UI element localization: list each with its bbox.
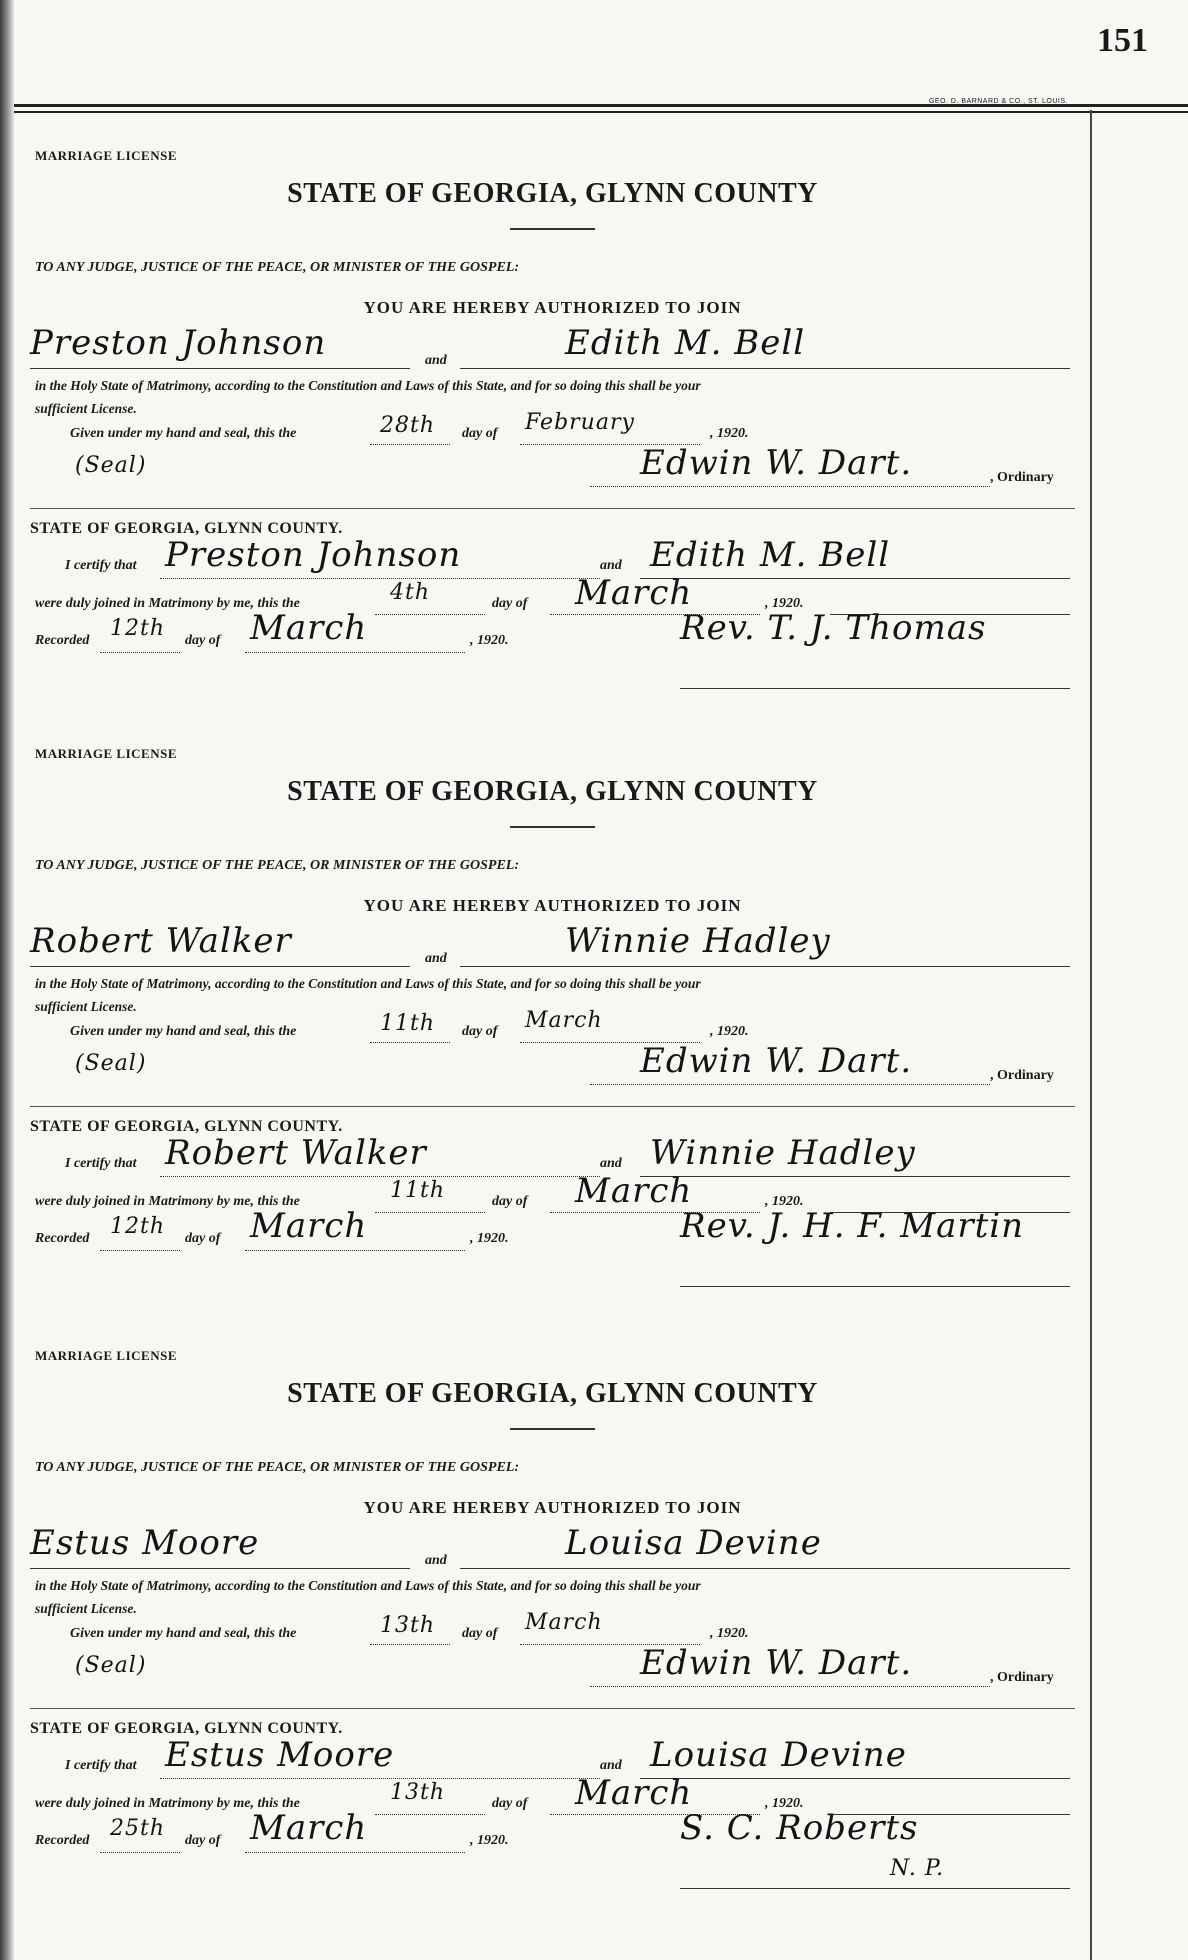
given-day: 11th [380, 1011, 436, 1036]
officiant-line [680, 1286, 1070, 1287]
matrimony-line: in the Holy State of Matrimony, according to the Constitution and Laws of this State, and for so doing this shall be your [35, 378, 701, 393]
joined-month: March [575, 1773, 693, 1813]
recorded-label: Recorded [35, 1231, 90, 1246]
address-line: TO ANY JUDGE, JUSTICE OF THE PEACE, OR MINISTER OF THE GOSPEL: [35, 858, 519, 873]
and-word: and [600, 1156, 622, 1171]
recorded-year: , 1920. [470, 1231, 509, 1246]
joined-year: , 1920. [765, 596, 804, 611]
ordinary-line [590, 486, 990, 487]
authorized-line: YOU ARE HEREBY AUTHORIZED TO JOIN [363, 896, 742, 915]
ordinary-line [590, 1084, 990, 1085]
address-line: TO ANY JUDGE, JUSTICE OF THE PEACE, OR MINISTER OF THE GOSPEL: [35, 1460, 519, 1475]
state-title: STATE OF GEORGIA, GLYNN COUNTY [287, 1378, 818, 1409]
groom-name: Robert Walker [30, 921, 292, 961]
joined-day-line [375, 614, 485, 615]
groom-name: Preston Johnson [30, 323, 327, 363]
joined-day: 13th [390, 1780, 446, 1805]
groom-line [30, 368, 410, 369]
given-year: , 1920. [710, 426, 749, 441]
sufficient-line: sufficient License. [35, 999, 137, 1014]
state-title: STATE OF GEORGIA, GLYNN COUNTY [287, 776, 818, 807]
given-day: 28th [380, 413, 436, 438]
license-label: MARRIAGE LICENSE [35, 746, 177, 761]
state-title: STATE OF GEORGIA, GLYNN COUNTY [287, 178, 818, 209]
certify-prefix: I certify that [65, 1156, 137, 1171]
ordinary-signature: Edwin W. Dart. [640, 1643, 913, 1683]
day-of: day of [492, 1796, 528, 1811]
officiant-signature: S. C. Roberts [680, 1808, 919, 1848]
given-day-line [370, 1644, 450, 1645]
recorded-day-line [100, 1250, 180, 1251]
groom-line [30, 1568, 410, 1569]
given-month: March [525, 1008, 603, 1033]
cert-title: STATE OF GEORGIA, GLYNN COUNTY. [30, 520, 343, 537]
seal-mark: (Seal) [75, 1653, 147, 1678]
given-day: 13th [380, 1613, 436, 1638]
given-prefix: Given under my hand and seal, this the [70, 1626, 297, 1641]
given-month: February [525, 410, 635, 435]
officiant-line [680, 688, 1070, 689]
section-divider [30, 1106, 1075, 1107]
bride-name: Winnie Hadley [565, 921, 831, 961]
and-word: and [425, 353, 447, 368]
cert-groom-line [160, 1778, 600, 1779]
ordinary-label: , Ordinary [990, 1670, 1054, 1685]
recorded-day-of: day of [185, 633, 221, 648]
officiant-signature: Rev. J. H. F. Martin [680, 1206, 1025, 1246]
day-of: day of [462, 1626, 498, 1641]
and-word: and [425, 951, 447, 966]
seal-mark: (Seal) [75, 1051, 147, 1076]
sufficient-line: sufficient License. [35, 401, 137, 416]
given-day-line [370, 444, 450, 445]
sufficient-line: sufficient License. [35, 1601, 137, 1616]
recorded-year: , 1920. [470, 1833, 509, 1848]
joined-prefix: were duly joined in Matrimony by me, this the [35, 596, 300, 611]
ordinary-line [590, 1686, 990, 1687]
joined-day-line [375, 1212, 485, 1213]
given-prefix: Given under my hand and seal, this the [70, 426, 297, 441]
authorized-line: YOU ARE HEREBY AUTHORIZED TO JOIN [363, 1498, 742, 1517]
title-rule [510, 1428, 595, 1430]
certify-prefix: I certify that [65, 558, 137, 573]
ordinary-label: , Ordinary [990, 470, 1054, 485]
address-line: TO ANY JUDGE, JUSTICE OF THE PEACE, OR MINISTER OF THE GOSPEL: [35, 260, 519, 275]
cert-groom-name: Robert Walker [165, 1133, 427, 1173]
joined-month: March [575, 1171, 693, 1211]
top-rule [14, 104, 1188, 113]
bride-line [460, 1568, 1070, 1569]
title-rule [510, 228, 595, 230]
given-prefix: Given under my hand and seal, this the [70, 1024, 297, 1039]
recorded-day-of: day of [185, 1833, 221, 1848]
recorded-month: March [250, 1808, 368, 1848]
ordinary-signature: Edwin W. Dart. [640, 1041, 913, 1081]
day-of: day of [492, 596, 528, 611]
recorded-month-line [245, 652, 465, 653]
certify-prefix: I certify that [65, 1758, 137, 1773]
recorded-month: March [250, 608, 368, 648]
joined-day: 4th [390, 580, 431, 605]
given-year: , 1920. [710, 1626, 749, 1641]
book-binding [0, 0, 14, 1960]
seal-mark: (Seal) [75, 453, 147, 478]
recorded-year: , 1920. [470, 633, 509, 648]
recorded-day: 12th [110, 1214, 166, 1239]
section-divider [30, 508, 1075, 509]
cert-title: STATE OF GEORGIA, GLYNN COUNTY. [30, 1720, 343, 1737]
recorded-month-line [245, 1250, 465, 1251]
joined-year: , 1920. [765, 1796, 804, 1811]
bride-name: Louisa Devine [565, 1523, 822, 1563]
joined-prefix: were duly joined in Matrimony by me, this the [35, 1194, 300, 1209]
recorded-day-line [100, 652, 180, 653]
recorded-month-line [245, 1852, 465, 1853]
recorded-day-line [100, 1852, 180, 1853]
and-word: and [425, 1553, 447, 1568]
given-year: , 1920. [710, 1024, 749, 1039]
matrimony-line: in the Holy State of Matrimony, according to the Constitution and Laws of this State, and for so doing this shall be your [35, 1578, 701, 1593]
right-margin-rule [1090, 110, 1092, 1960]
given-month: March [525, 1610, 603, 1635]
bride-line [460, 368, 1070, 369]
given-day-line [370, 1042, 450, 1043]
printer-imprint: GEO. D. BARNARD & CO., ST. LOUIS. [928, 98, 1068, 105]
license-label: MARRIAGE LICENSE [35, 1348, 177, 1363]
recorded-label: Recorded [35, 1833, 90, 1848]
cert-bride-line [640, 1176, 1070, 1177]
cert-groom-line [160, 578, 600, 579]
ordinary-signature: Edwin W. Dart. [640, 443, 913, 483]
ordinary-label: , Ordinary [990, 1068, 1054, 1083]
cert-groom-name: Preston Johnson [165, 535, 462, 575]
authorized-line: YOU ARE HEREBY AUTHORIZED TO JOIN [363, 298, 742, 317]
section-divider [30, 1708, 1075, 1709]
recorded-month: March [250, 1206, 368, 1246]
joined-month: March [575, 573, 693, 613]
groom-line [30, 966, 410, 967]
recorded-day: 25th [110, 1816, 166, 1841]
cert-bride-name: Winnie Hadley [650, 1133, 916, 1173]
officiant-line [680, 1888, 1070, 1889]
recorded-day-of: day of [185, 1231, 221, 1246]
cert-bride-line [640, 578, 1070, 579]
joined-year: , 1920. [765, 1194, 804, 1209]
day-of: day of [462, 1024, 498, 1039]
recorded-label: Recorded [35, 633, 90, 648]
and-word: and [600, 558, 622, 573]
bride-name: Edith M. Bell [565, 323, 806, 363]
joined-day: 11th [390, 1178, 446, 1203]
joined-prefix: were duly joined in Matrimony by me, this the [35, 1796, 300, 1811]
bride-line [460, 966, 1070, 967]
joined-day-line [375, 1814, 485, 1815]
cert-title: STATE OF GEORGIA, GLYNN COUNTY. [30, 1118, 343, 1135]
recorded-day: 12th [110, 616, 166, 641]
cert-bride-name: Edith M. Bell [650, 535, 891, 575]
license-label: MARRIAGE LICENSE [35, 148, 177, 163]
cert-groom-name: Estus Moore [165, 1735, 395, 1775]
title-rule [510, 826, 595, 828]
day-of: day of [492, 1194, 528, 1209]
cert-groom-line [160, 1176, 600, 1177]
officiant-signature: Rev. T. J. Thomas [680, 608, 987, 648]
groom-name: Estus Moore [30, 1523, 260, 1563]
officiant-title: N. P. [890, 1856, 945, 1881]
page-number: 151 [1097, 22, 1148, 59]
cert-bride-line [640, 1778, 1070, 1779]
and-word: and [600, 1758, 622, 1773]
day-of: day of [462, 426, 498, 441]
matrimony-line: in the Holy State of Matrimony, according to the Constitution and Laws of this State, and for so doing this shall be your [35, 976, 701, 991]
cert-bride-name: Louisa Devine [650, 1735, 907, 1775]
